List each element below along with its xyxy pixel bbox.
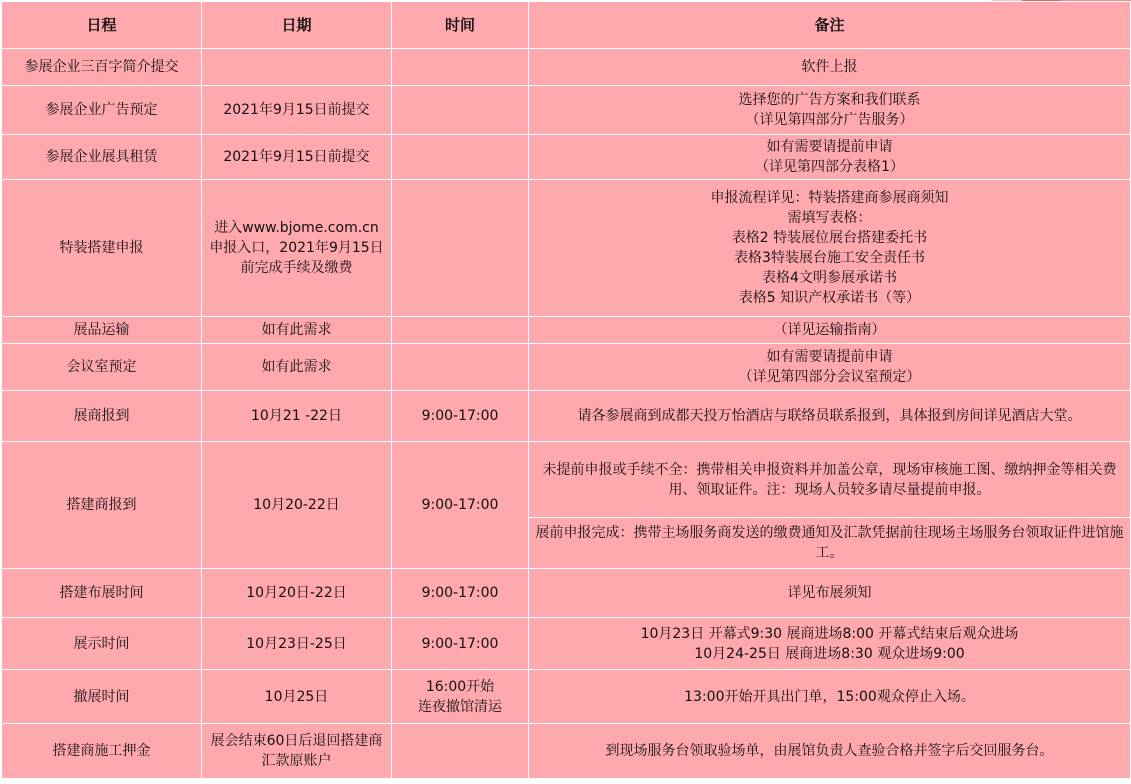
table-row [2,344,1131,391]
note-cell: 10月23日 开幕式9:30 展商进场8:00 开幕式结束后观众进场 10月24-25日 展商进场8:30 观众进场9:00 [529,618,1131,670]
time-cell [392,180,529,317]
date-cell: 如有此需求 [202,344,392,391]
schedule-table [1,1,1131,779]
schedule-cell: 撤展时间 [2,670,202,724]
time-cell [392,317,529,344]
table-row [2,442,1131,518]
time-cell [392,49,529,86]
note-cell: 软件上报 [529,49,1131,86]
note-cell: 到现场服务台领取验场单，由展馆负责人查验合格并签字后交回服务台。 [529,724,1131,779]
date-cell: 展会结束60日后退回搭建商汇款原账户 [202,724,392,779]
header-date: 日期 [202,2,392,49]
schedule-cell: 参展企业广告预定 [2,86,202,135]
table-row [2,618,1131,670]
date-cell: 10月20-22日 [202,442,392,569]
note-cell: 如有需要请提前申请 （详见第四部分表格1） [529,135,1131,180]
time-cell [392,344,529,391]
note-cell: 申报流程详见：特装搭建商参展商须知 需填写表格： 表格2 特装展位展台搭建委托书 表格3特装展台施工安全责任书 表格4文明参展承诺书 表格5 知识产权承诺书（等） [529,180,1131,317]
header-notes: 备注 [529,2,1131,49]
schedule-cell: 搭建商报到 [2,442,202,569]
note-cell: 如有需要请提前申请 （详见第四部分会议室预定） [529,344,1131,391]
time-cell [392,86,529,135]
note-cell: 未提前申报或手续不全：携带相关申报资料并加盖公章，现场审核施工图、缴纳押金等相关费用、领取证件。注：现场人员较多请尽量提前申报。 [529,442,1131,518]
note-cell: 选择您的广告方案和我们联系 （详见第四部分广告服务） [529,86,1131,135]
date-cell: 2021年9月15日前提交 [202,135,392,180]
note-cell: 13:00开始开具出门单，15:00观众停止入场。 [529,670,1131,724]
time-cell: 9:00-17:00 [392,569,529,618]
time-cell: 9:00-17:00 [392,391,529,442]
schedule-cell: 展示时间 [2,618,202,670]
time-cell [392,724,529,779]
schedule-cell: 搭建商施工押金 [2,724,202,779]
date-cell: 10月25日 [202,670,392,724]
table-header-row [2,2,1131,49]
schedule-cell: 展商报到 [2,391,202,442]
schedule-cell: 搭建布展时间 [2,569,202,618]
schedule-cell: 参展企业三百字简介提交 [2,49,202,86]
table-row [2,317,1131,344]
time-cell: 9:00-17:00 [392,618,529,670]
note-cell: 详见布展须知 [529,569,1131,618]
header-time: 时间 [392,2,529,49]
table-row [2,670,1131,724]
date-cell: 进入www.bjome.com.cn 申报入口，2021年9月15日前完成手续及缴费 [202,180,392,317]
time-cell: 16:00开始 连夜撤馆清运 [392,670,529,724]
time-cell: 9:00-17:00 [392,442,529,569]
schedule-cell: 会议室预定 [2,344,202,391]
schedule-cell: 展品运输 [2,317,202,344]
table-row [2,569,1131,618]
table-row [2,86,1131,135]
date-cell: 10月20日-22日 [202,569,392,618]
table-row [2,180,1131,317]
note-cell: 展前申报完成：携带主场服务商发送的缴费通知及汇款凭据前往现场主场服务台领取证件进馆施工。 [529,518,1131,569]
table-row [2,724,1131,779]
date-cell: 如有此需求 [202,317,392,344]
date-cell: 10月23日-25日 [202,618,392,670]
date-cell: 2021年9月15日前提交 [202,86,392,135]
note-cell: （详见运输指南） [529,317,1131,344]
date-cell: 10月21 -22日 [202,391,392,442]
date-cell [202,49,392,86]
schedule-cell: 参展企业展具租赁 [2,135,202,180]
table-row [2,49,1131,86]
table-row [2,391,1131,442]
header-schedule: 日程 [2,2,202,49]
table-row [2,135,1131,180]
schedule-cell: 特装搭建申报 [2,180,202,317]
note-cell: 请各参展商到成都天投万怡酒店与联络员联系报到，具体报到房间详见酒店大堂。 [529,391,1131,442]
time-cell [392,135,529,180]
